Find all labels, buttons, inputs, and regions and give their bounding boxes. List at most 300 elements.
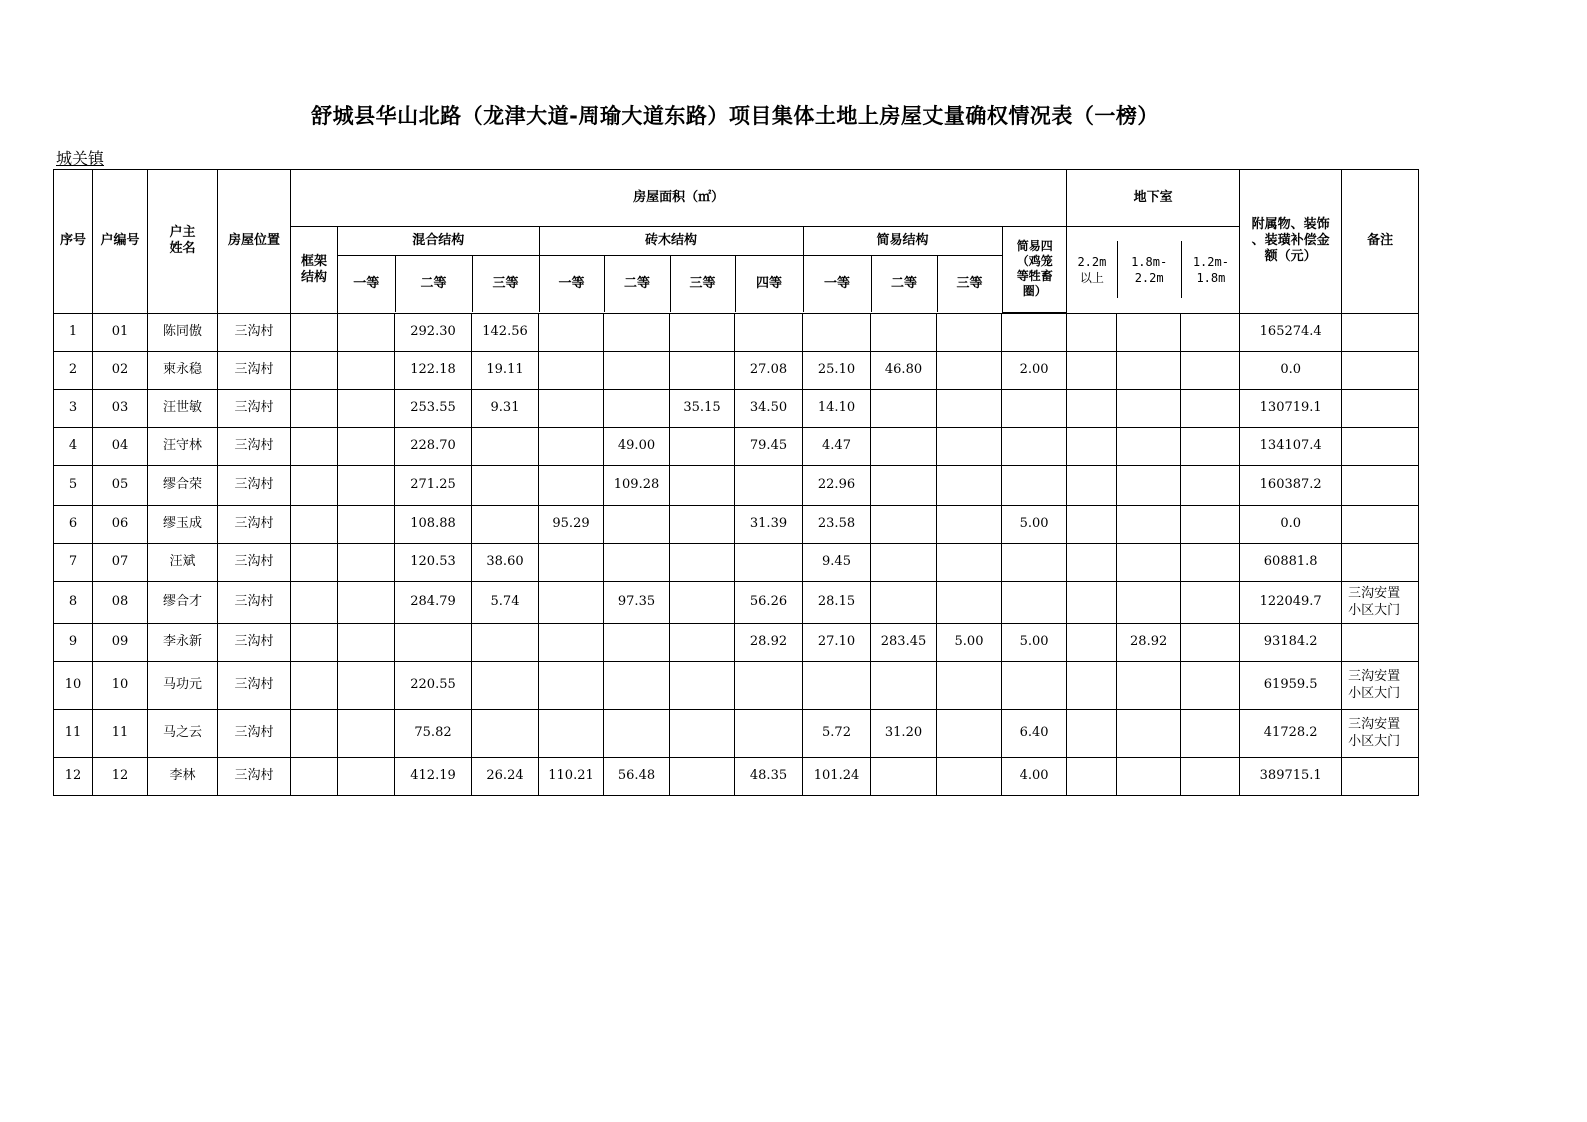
table-row — [54, 351, 1419, 389]
header-simple: 简易结构 — [803, 227, 1002, 255]
cell-s1: 4.47 — [803, 427, 871, 465]
cell-frame — [291, 351, 338, 389]
cell-m1 — [338, 313, 395, 351]
cell-m3: 19.11 — [472, 351, 539, 389]
cell-comp: 389715.1 — [1240, 757, 1342, 795]
cell-s3 — [937, 661, 1002, 709]
header-frame-line1: 框架 — [300, 253, 327, 269]
cell-b1 — [539, 543, 604, 581]
cell-s2 — [871, 661, 937, 709]
cell-loc: 三沟村 — [218, 351, 291, 389]
remark-line1: 三沟安置 — [1348, 586, 1401, 601]
cell-s3 — [937, 757, 1002, 795]
cell-s2 — [871, 505, 937, 543]
cell-g2 — [1117, 543, 1181, 581]
cell-m1 — [338, 709, 395, 757]
cell-seq: 10 — [54, 661, 93, 709]
cell-seq: 4 — [54, 427, 93, 465]
cell-m1 — [338, 623, 395, 661]
cell-m3 — [472, 661, 539, 709]
cell-name: 马功元 — [148, 661, 218, 709]
cell-loc: 三沟村 — [218, 581, 291, 623]
header-simple4-line1: 简易四 — [1016, 239, 1053, 254]
cell-name: 缪合才 — [148, 581, 218, 623]
cell-b4 — [735, 465, 803, 505]
table-body — [54, 313, 1419, 795]
cell-m2: 220.55 — [395, 661, 472, 709]
cell-m3: 26.24 — [472, 757, 539, 795]
header-b1-line2: 以上 — [1079, 270, 1104, 285]
cell-comp: 165274.4 — [1240, 313, 1342, 351]
cell-seq: 9 — [54, 623, 93, 661]
cell-remark — [1342, 581, 1419, 623]
cell-b2 — [604, 313, 670, 351]
cell-b2: 97.35 — [604, 581, 670, 623]
header-seq: 序号 — [54, 170, 93, 314]
cell-s4 — [1002, 661, 1067, 709]
cell-m3: 142.56 — [472, 313, 539, 351]
cell-m2: 292.30 — [395, 313, 472, 351]
cell-no: 08 — [93, 581, 148, 623]
cell-b3 — [670, 581, 735, 623]
cell-b1 — [539, 581, 604, 623]
cell-g1 — [1067, 623, 1117, 661]
cell-s1 — [803, 661, 871, 709]
cell-m1 — [338, 581, 395, 623]
cell-no: 09 — [93, 623, 148, 661]
cell-b3 — [670, 505, 735, 543]
cell-frame — [291, 313, 338, 351]
header-comp-line1: 附属物、装饰 — [1251, 217, 1330, 233]
header-simple4-line4: 圈） — [1022, 284, 1047, 299]
cell-remark — [1342, 427, 1419, 465]
cell-b2 — [604, 505, 670, 543]
cell-seq: 1 — [54, 313, 93, 351]
cell-s3 — [937, 351, 1002, 389]
cell-comp: 134107.4 — [1240, 427, 1342, 465]
header-simple-grade2: 二等 — [871, 255, 937, 312]
header-simple-four — [1002, 227, 1067, 312]
table-row — [54, 661, 1419, 709]
cell-s2 — [871, 465, 937, 505]
table-row — [54, 757, 1419, 795]
header-remark: 备注 — [1342, 170, 1419, 314]
cell-m3 — [472, 465, 539, 505]
header-mixed-grade1: 一等 — [338, 255, 395, 312]
cell-no: 03 — [93, 389, 148, 427]
header-simple4-line3: 等牲畜 — [1016, 269, 1053, 284]
cell-name: 缪合荣 — [148, 465, 218, 505]
cell-loc: 三沟村 — [218, 623, 291, 661]
header-b2-line1: 1.8m- — [1131, 254, 1168, 269]
cell-name: 陈同傲 — [148, 313, 218, 351]
cell-s2: 31.20 — [871, 709, 937, 757]
cell-b1 — [539, 389, 604, 427]
cell-frame — [291, 543, 338, 581]
cell-s4: 4.00 — [1002, 757, 1067, 795]
table-row — [54, 313, 1419, 351]
cell-m2: 253.55 — [395, 389, 472, 427]
cell-b2 — [604, 543, 670, 581]
cell-b3 — [670, 623, 735, 661]
header-basement-b3 — [1181, 241, 1240, 298]
cell-m2: 75.82 — [395, 709, 472, 757]
cell-s3 — [937, 581, 1002, 623]
cell-name: 李永新 — [148, 623, 218, 661]
cell-m1 — [338, 543, 395, 581]
cell-s3 — [937, 505, 1002, 543]
header-basement-b2 — [1117, 241, 1181, 298]
cell-m2: 122.18 — [395, 351, 472, 389]
header-mixed: 混合结构 — [338, 227, 539, 255]
header-frame-line2: 结构 — [300, 269, 327, 285]
cell-m2 — [395, 623, 472, 661]
remark-line2: 小区大门 — [1348, 686, 1401, 701]
cell-b2 — [604, 661, 670, 709]
cell-loc: 三沟村 — [218, 543, 291, 581]
structure-subtable — [338, 227, 1067, 313]
table-row — [54, 389, 1419, 427]
cell-comp: 0.0 — [1240, 351, 1342, 389]
cell-comp: 93184.2 — [1240, 623, 1342, 661]
cell-m2: 412.19 — [395, 757, 472, 795]
header-comp-line2: 、装璜补偿金 — [1251, 233, 1330, 249]
remark-line2: 小区大门 — [1348, 734, 1401, 749]
cell-b2: 56.48 — [604, 757, 670, 795]
cell-b2 — [604, 351, 670, 389]
cell-s3 — [937, 389, 1002, 427]
cell-m2: 271.25 — [395, 465, 472, 505]
cell-g1 — [1067, 465, 1117, 505]
cell-g2 — [1117, 313, 1181, 351]
cell-loc: 三沟村 — [218, 313, 291, 351]
cell-g2 — [1117, 709, 1181, 757]
cell-comp: 122049.7 — [1240, 581, 1342, 623]
cell-m1 — [338, 661, 395, 709]
cell-m2: 108.88 — [395, 505, 472, 543]
table-row — [54, 427, 1419, 465]
cell-remark — [1342, 389, 1419, 427]
cell-g2: 28.92 — [1117, 623, 1181, 661]
cell-s2 — [871, 581, 937, 623]
header-brick-grade3: 三等 — [670, 255, 735, 312]
cell-comp: 0.0 — [1240, 505, 1342, 543]
cell-g3 — [1181, 465, 1240, 505]
cell-seq: 3 — [54, 389, 93, 427]
cell-frame — [291, 505, 338, 543]
cell-b1 — [539, 661, 604, 709]
cell-name: 李林 — [148, 757, 218, 795]
cell-s2 — [871, 313, 937, 351]
cell-remark — [1342, 505, 1419, 543]
cell-m3 — [472, 623, 539, 661]
table-row — [54, 465, 1419, 505]
cell-s4: 6.40 — [1002, 709, 1067, 757]
cell-b3 — [670, 313, 735, 351]
cell-b3: 35.15 — [670, 389, 735, 427]
cell-m1 — [338, 465, 395, 505]
header-brick-grade4: 四等 — [735, 255, 803, 312]
cell-g1 — [1067, 543, 1117, 581]
cell-s4: 2.00 — [1002, 351, 1067, 389]
cell-g1 — [1067, 709, 1117, 757]
cell-m1 — [338, 389, 395, 427]
cell-no: 11 — [93, 709, 148, 757]
header-basement: 地下室 — [1067, 170, 1240, 227]
cell-seq: 7 — [54, 543, 93, 581]
remark-line2: 小区大门 — [1348, 603, 1401, 618]
cell-comp: 130719.1 — [1240, 389, 1342, 427]
cell-b1 — [539, 623, 604, 661]
cell-frame — [291, 427, 338, 465]
cell-no: 05 — [93, 465, 148, 505]
cell-m3 — [472, 709, 539, 757]
cell-s1: 28.15 — [803, 581, 871, 623]
cell-m3 — [472, 505, 539, 543]
cell-seq: 5 — [54, 465, 93, 505]
cell-s2: 46.80 — [871, 351, 937, 389]
cell-comp: 41728.2 — [1240, 709, 1342, 757]
cell-m3: 5.74 — [472, 581, 539, 623]
cell-s3 — [937, 313, 1002, 351]
cell-remark — [1342, 709, 1419, 757]
cell-frame — [291, 623, 338, 661]
header-mixed-grade3: 三等 — [472, 255, 539, 312]
cell-b2 — [604, 709, 670, 757]
cell-b2 — [604, 389, 670, 427]
header-simple-grade1: 一等 — [803, 255, 871, 312]
header-owner-line1: 户主 — [169, 225, 196, 241]
header-comp-line3: 额（元） — [1264, 249, 1317, 265]
cell-comp: 60881.8 — [1240, 543, 1342, 581]
cell-b3 — [670, 661, 735, 709]
cell-loc: 三沟村 — [218, 757, 291, 795]
cell-b4 — [735, 661, 803, 709]
header-brick-grade2: 二等 — [604, 255, 670, 312]
cell-s2 — [871, 427, 937, 465]
cell-g3 — [1181, 313, 1240, 351]
cell-m3: 38.60 — [472, 543, 539, 581]
cell-s1: 101.24 — [803, 757, 871, 795]
cell-g2 — [1117, 661, 1181, 709]
cell-b3 — [670, 465, 735, 505]
page-title: 舒城县华山北路（龙津大道-周瑜大道东路）项目集体土地上房屋丈量确权情况表（一榜） — [311, 104, 1159, 128]
cell-g3 — [1181, 661, 1240, 709]
remark-line1: 三沟安置 — [1348, 669, 1401, 684]
cell-s1: 27.10 — [803, 623, 871, 661]
cell-b1: 110.21 — [539, 757, 604, 795]
cell-b3 — [670, 709, 735, 757]
cell-b4: 79.45 — [735, 427, 803, 465]
cell-no: 06 — [93, 505, 148, 543]
cell-b3 — [670, 351, 735, 389]
header-owner-line2: 姓名 — [169, 241, 196, 257]
cell-s2: 283.45 — [871, 623, 937, 661]
cell-b4 — [735, 313, 803, 351]
town-label: 城关镇 — [56, 149, 105, 168]
cell-g1 — [1067, 427, 1117, 465]
cell-name: 柬永稳 — [148, 351, 218, 389]
cell-s3 — [937, 427, 1002, 465]
cell-g2 — [1117, 427, 1181, 465]
cell-loc: 三沟村 — [218, 465, 291, 505]
header-area-group: 房屋面积（㎡） — [291, 170, 1067, 227]
cell-b4: 56.26 — [735, 581, 803, 623]
cell-s4 — [1002, 389, 1067, 427]
cell-s1: 23.58 — [803, 505, 871, 543]
cell-m1 — [338, 757, 395, 795]
table-row — [54, 581, 1419, 623]
header-mixed-grade2: 二等 — [395, 255, 472, 312]
cell-frame — [291, 389, 338, 427]
cell-remark — [1342, 623, 1419, 661]
header-location: 房屋位置 — [218, 170, 291, 314]
cell-g1 — [1067, 757, 1117, 795]
cell-loc: 三沟村 — [218, 709, 291, 757]
cell-g1 — [1067, 389, 1117, 427]
cell-g2 — [1117, 581, 1181, 623]
cell-g1 — [1067, 351, 1117, 389]
cell-no: 04 — [93, 427, 148, 465]
cell-g2 — [1117, 351, 1181, 389]
header-owner — [148, 170, 218, 314]
cell-s3: 5.00 — [937, 623, 1002, 661]
cell-b1 — [539, 465, 604, 505]
cell-name: 汪世敏 — [148, 389, 218, 427]
cell-g1 — [1067, 313, 1117, 351]
cell-remark — [1342, 543, 1419, 581]
cell-remark — [1342, 351, 1419, 389]
cell-b4: 28.92 — [735, 623, 803, 661]
cell-remark — [1342, 661, 1419, 709]
cell-b4: 34.50 — [735, 389, 803, 427]
header-b3-line1: 1.2m- — [1192, 254, 1229, 269]
cell-loc: 三沟村 — [218, 389, 291, 427]
cell-b2 — [604, 623, 670, 661]
cell-s2 — [871, 543, 937, 581]
cell-s2 — [871, 389, 937, 427]
cell-seq: 11 — [54, 709, 93, 757]
cell-m1 — [338, 351, 395, 389]
cell-no: 12 — [93, 757, 148, 795]
header-structures — [338, 227, 1067, 314]
cell-comp: 160387.2 — [1240, 465, 1342, 505]
cell-m1 — [338, 505, 395, 543]
cell-b1 — [539, 351, 604, 389]
cell-g3 — [1181, 505, 1240, 543]
header-simple4-line2: （鸡笼 — [1016, 254, 1053, 269]
cell-name: 汪守林 — [148, 427, 218, 465]
header-brick-grade1: 一等 — [539, 255, 604, 312]
cell-seq: 12 — [54, 757, 93, 795]
cell-m3: 9.31 — [472, 389, 539, 427]
cell-s3 — [937, 465, 1002, 505]
table-row — [54, 505, 1419, 543]
cell-b1: 95.29 — [539, 505, 604, 543]
cell-s2 — [871, 757, 937, 795]
cell-s4: 5.00 — [1002, 505, 1067, 543]
table-row — [54, 623, 1419, 661]
header-b1-line1: 2.2m — [1077, 254, 1107, 269]
cell-frame — [291, 581, 338, 623]
header-brick-wood: 砖木结构 — [539, 227, 803, 255]
cell-g3 — [1181, 351, 1240, 389]
cell-s1: 9.45 — [803, 543, 871, 581]
cell-name: 汪斌 — [148, 543, 218, 581]
cell-g3 — [1181, 427, 1240, 465]
cell-b4: 31.39 — [735, 505, 803, 543]
cell-remark — [1342, 313, 1419, 351]
header-frame — [291, 227, 338, 314]
header-simple-grade3: 三等 — [937, 255, 1002, 312]
cell-seq: 6 — [54, 505, 93, 543]
cell-no: 07 — [93, 543, 148, 581]
cell-b2: 109.28 — [604, 465, 670, 505]
cell-s4 — [1002, 581, 1067, 623]
cell-s4: 5.00 — [1002, 623, 1067, 661]
cell-g1 — [1067, 581, 1117, 623]
cell-frame — [291, 757, 338, 795]
cell-b3 — [670, 543, 735, 581]
cell-seq: 8 — [54, 581, 93, 623]
cell-b2: 49.00 — [604, 427, 670, 465]
cell-name: 马之云 — [148, 709, 218, 757]
cell-g2 — [1117, 757, 1181, 795]
cell-no: 01 — [93, 313, 148, 351]
cell-b1 — [539, 313, 604, 351]
table-row — [54, 543, 1419, 581]
cell-g2 — [1117, 505, 1181, 543]
cell-g3 — [1181, 709, 1240, 757]
cell-m2: 228.70 — [395, 427, 472, 465]
cell-g3 — [1181, 581, 1240, 623]
cell-m2: 120.53 — [395, 543, 472, 581]
cell-s1: 14.10 — [803, 389, 871, 427]
cell-seq: 2 — [54, 351, 93, 389]
cell-remark — [1342, 757, 1419, 795]
cell-s4 — [1002, 543, 1067, 581]
header-compensation — [1240, 170, 1342, 314]
cell-b4: 48.35 — [735, 757, 803, 795]
header-b2-line2: 2.2m — [1134, 270, 1164, 285]
header-row-1 — [54, 170, 1419, 227]
cell-comp: 61959.5 — [1240, 661, 1342, 709]
cell-b3 — [670, 427, 735, 465]
cell-g3 — [1181, 757, 1240, 795]
cell-b1 — [539, 709, 604, 757]
cell-loc: 三沟村 — [218, 427, 291, 465]
cell-loc: 三沟村 — [218, 661, 291, 709]
cell-b4: 27.08 — [735, 351, 803, 389]
cell-remark — [1342, 465, 1419, 505]
cell-no: 10 — [93, 661, 148, 709]
cell-loc: 三沟村 — [218, 505, 291, 543]
cell-g3 — [1181, 543, 1240, 581]
header-basement-b1 — [1067, 241, 1117, 298]
cell-g2 — [1117, 465, 1181, 505]
cell-b1 — [539, 427, 604, 465]
cell-g3 — [1181, 389, 1240, 427]
cell-s1 — [803, 313, 871, 351]
cell-frame — [291, 465, 338, 505]
cell-b3 — [670, 757, 735, 795]
survey-table — [53, 169, 1419, 796]
header-b3-line2: 1.8m — [1196, 270, 1226, 285]
cell-g2 — [1117, 389, 1181, 427]
cell-b4 — [735, 709, 803, 757]
cell-frame — [291, 661, 338, 709]
cell-s1: 5.72 — [803, 709, 871, 757]
